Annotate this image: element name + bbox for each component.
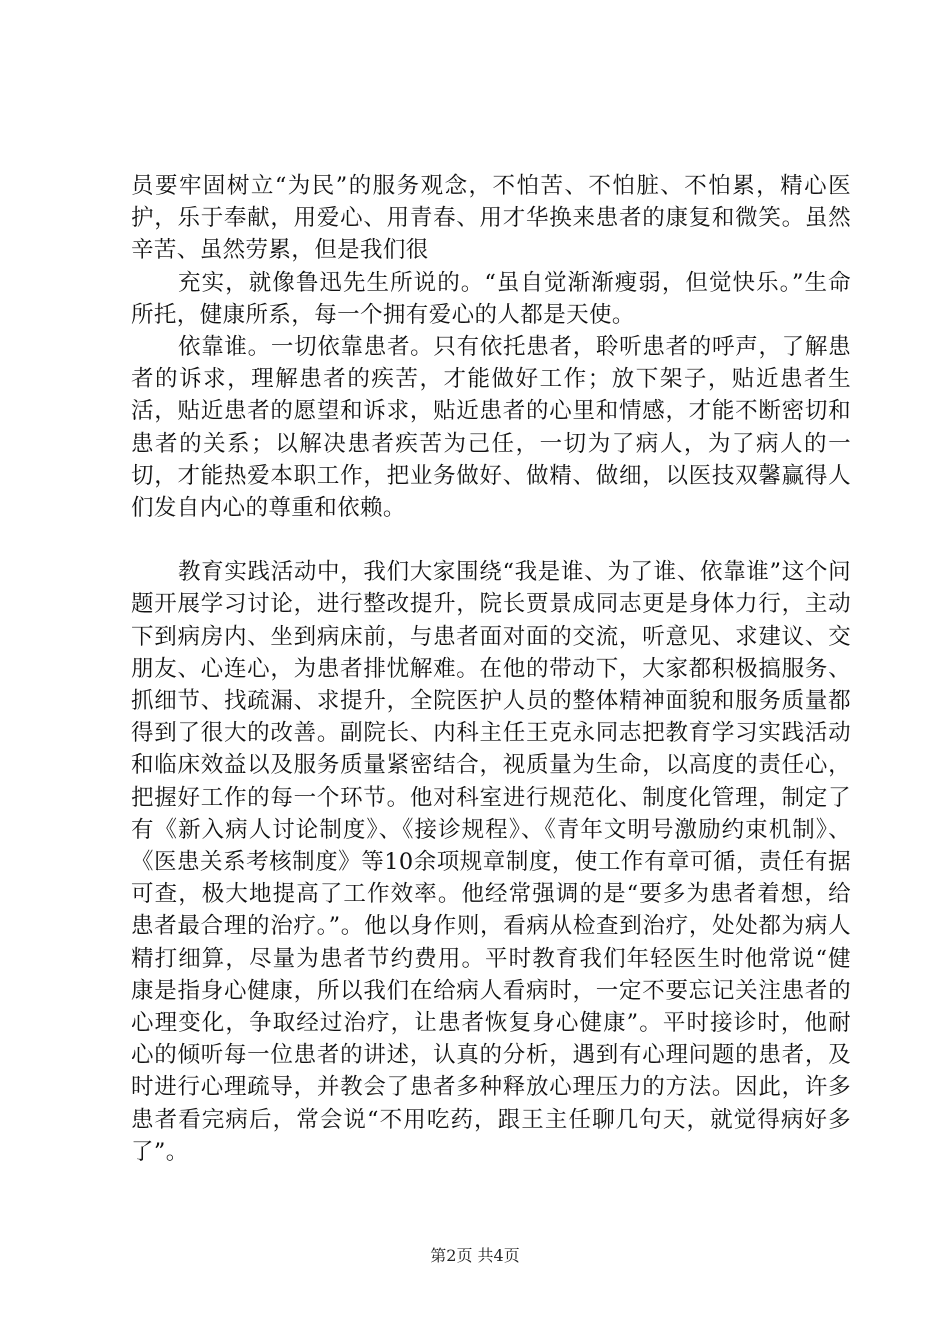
document-body: [131, 170, 851, 1168]
paragraph-3: 依靠谁。一切依靠患者。只有依托患者，聆听患者的呼声，了解患者的诉求，理解患者的疾苦，才能做好工作；放下架子，贴近患者生活，贴近患者的愿望和诉求，贴近患者的心里和情感，才能不断密切和患者的关系；以解决患者疾苦为己任，一切为了病人，为了病人的一切，才能热爱本职工作，把业务做好、做精、做细，以医技双馨赢得人们发自内心的尊重和依赖。: [131, 334, 851, 522]
paragraph-2: 充实，就像鲁迅先生所说的。“虽自觉渐渐瘦弱，但觉快乐。”生命所托，健康所系，每一个拥有爱心的人都是天使。: [131, 269, 851, 328]
page-number-footer: 第2页 共4页: [430, 1246, 520, 1265]
paragraph-1: 员要牢固树立“为民”的服务观念，不怕苦、不怕脏、不怕累，精心医护，乐于奉献，用爱心、用青春、用才华换来患者的康复和微笑。虽然辛苦、虽然劳累，但是我们很: [131, 173, 851, 264]
paragraph-4: 教育实践活动中，我们大家围绕“我是谁、为了谁、依靠谁”这个问题开展学习讨论，进行整改提升，院长贾景成同志更是身体力行，主动下到病房内、坐到病床前，与患者面对面的交流，听意见、求建议、交朋友、心连心，为患者排忧解难。在他的带动下，大家都积极搞服务、抓细节、找疏漏、求提升，全院医护人员的整体精神面貌和服务质量都得到了很大的改善。副院长、内科主任王克永同志把教育学习实践活动和临床效益以及服务质量紧密结合，视质量为生命，以高度的责任心，把握好工作的每一个环节。他对科室进行规范化、制度化管理，制定了有《新入病人讨论制度》、《接诊规程》、《青年文明号激励约束机制》、《医患关系考核制度》等10余项规章制度，使工作有章可循，责任有据可查，极大地提高了工作效率。他经常强调的是“要多为患者着想，给患者最合理的治疗。”。他以身作则，看病从检查到治疗，处处都为病人精打细算，尽量为患者节约费用。平时教育我们年轻医生时他常说“健康是指身心健康，所以我们在给病人看病时，一定不要忘记关注患者的心理变化，争取经过治疗，让患者恢复身心健康”。平时接诊时，他耐心的倾听每一位患者的讲述，认真的分析，遇到有心理问题的患者，及时进行心理疏导，并教会了患者多种释放心理压力的方法。因此，许多患者看完病后，常会说“不用吃药，跟王主任聊几句天，就觉得病好多了”。: [131, 559, 851, 1165]
